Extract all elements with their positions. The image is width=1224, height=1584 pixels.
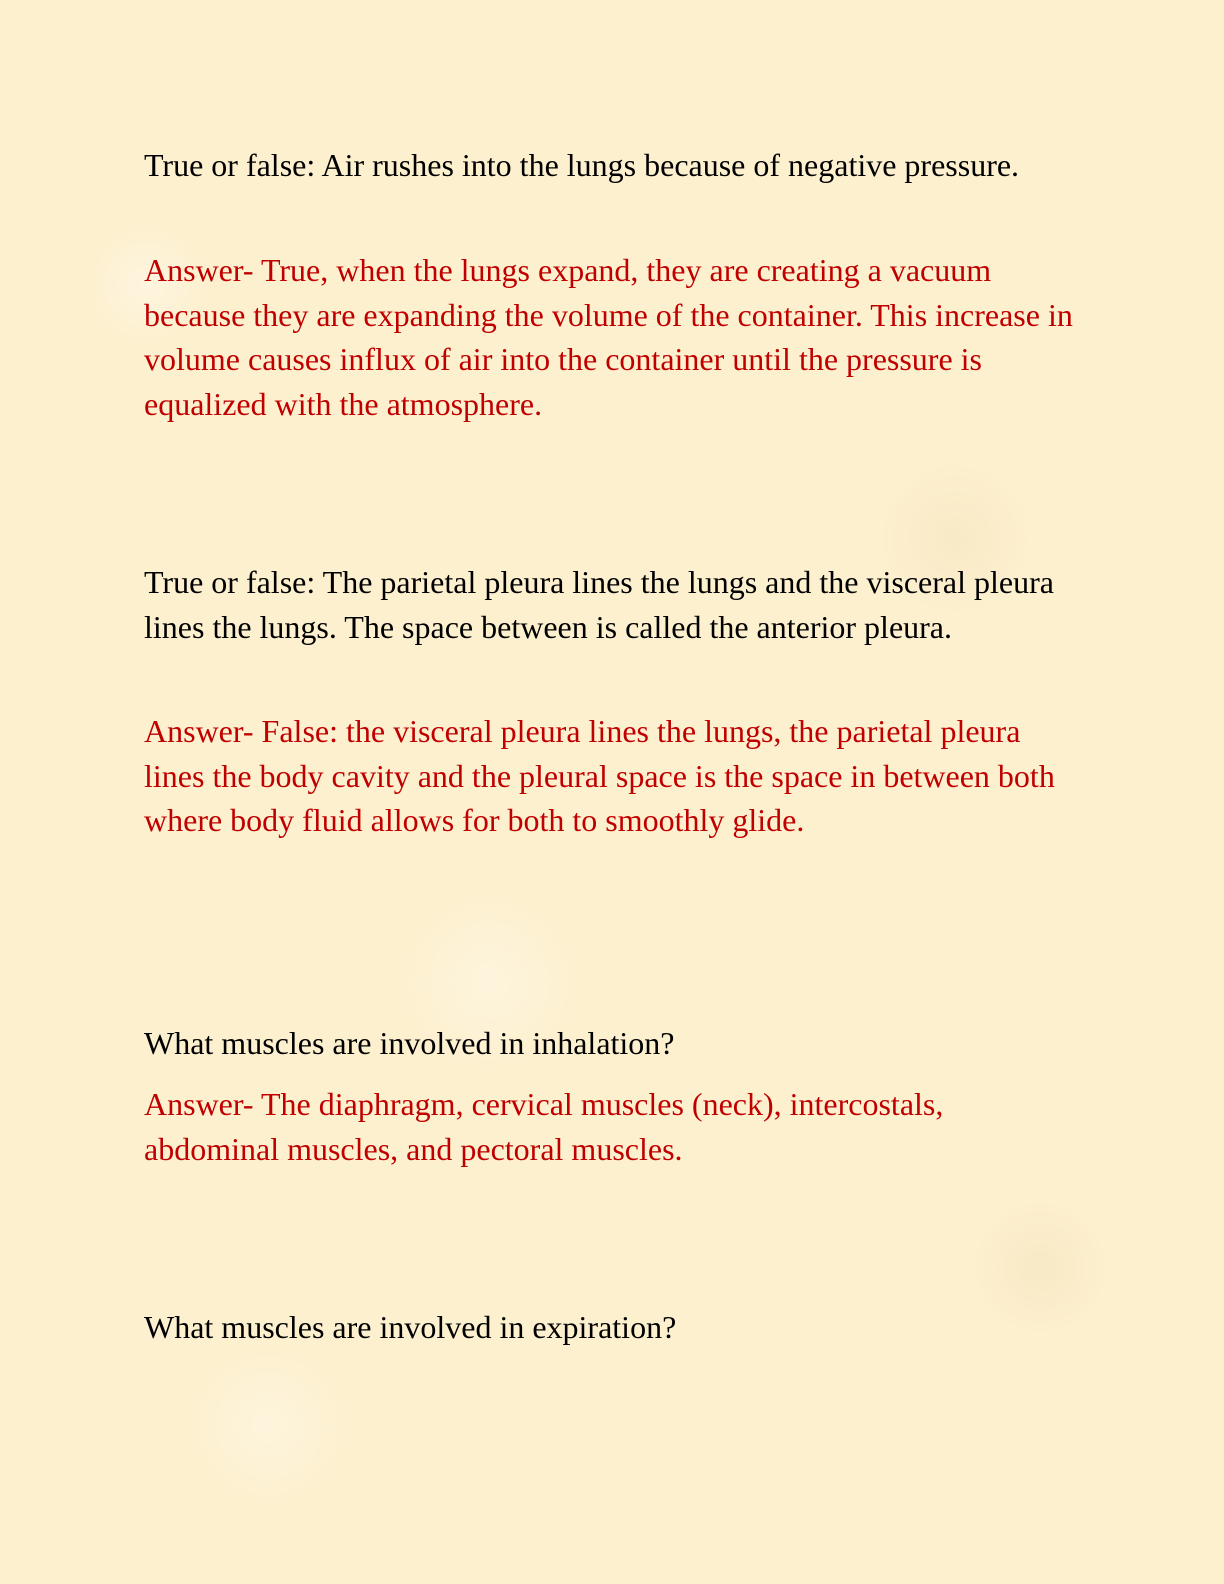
answer-2: Answer- False: the visceral pleura lines the lungs, the parietal pleura lines the body cavity and the pleural space is the space in between both where body fluid allows for both to smoothly glide. [144, 713, 1055, 838]
question-3: What muscles are involved in inhalation? [144, 1025, 675, 1061]
answer-1: Answer- True, when the lungs expand, they are creating a vacuum because they are expanding the volume of the container. This increase in volume causes influx of air into the container until the pressure is equalized with the atmosphere. [144, 252, 1073, 422]
answer-3: Answer- The diaphragm, cervical muscles (neck), intercostals, abdominal muscles, and pectoral muscles. [144, 1086, 944, 1167]
question-4: What muscles are involved in expiration? [144, 1309, 677, 1345]
question-2: True or false: The parietal pleura lines the lungs and the visceral pleura lines the lungs. The space between is called the anterior pleura. [144, 564, 1054, 645]
question-1: True or false: Air rushes into the lungs because of negative pressure. [144, 147, 1020, 183]
